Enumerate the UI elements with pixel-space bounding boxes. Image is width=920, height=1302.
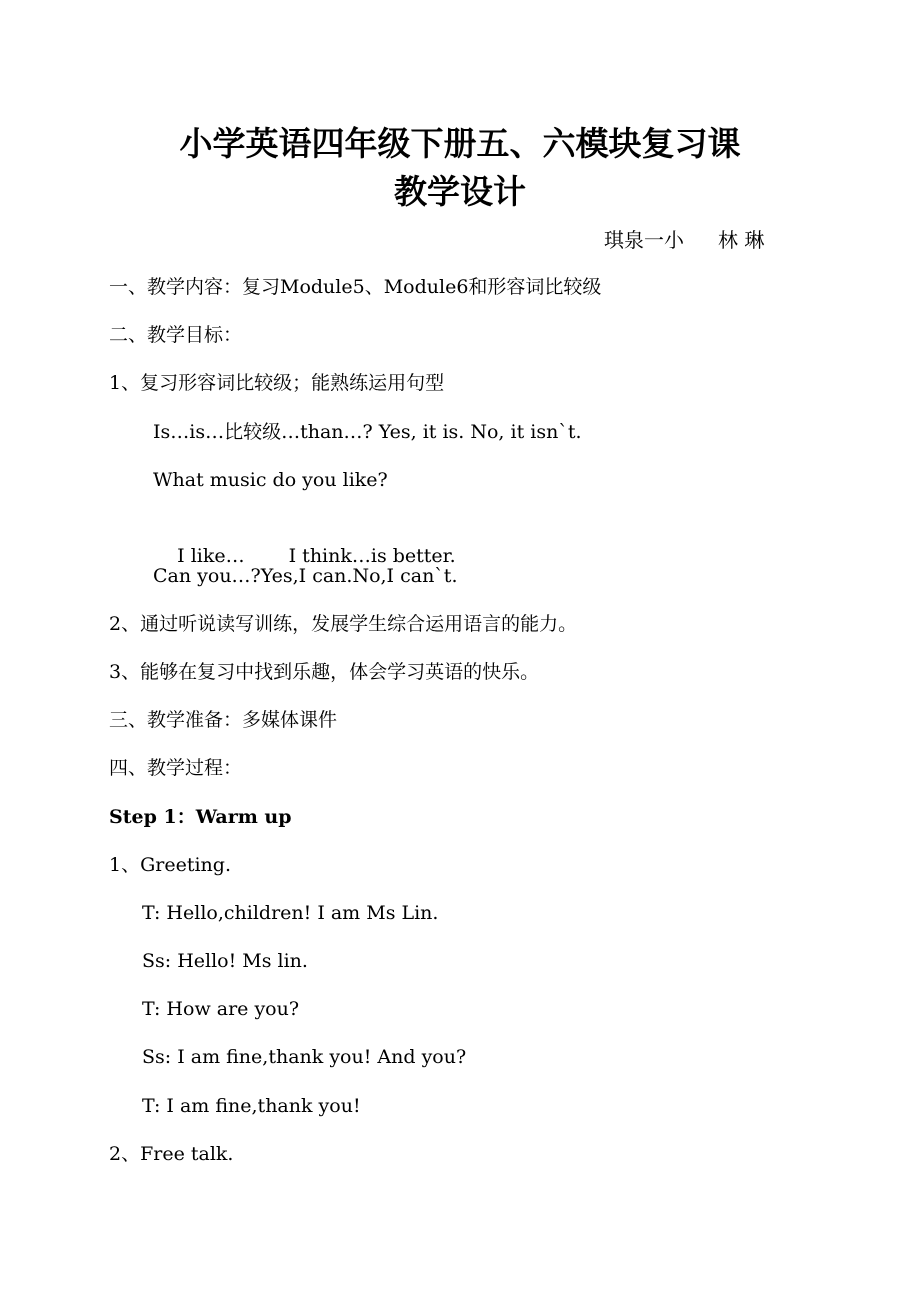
author-name: 林 琳 [718,228,765,252]
objective-1: 1、复习形容词比较级；能熟练运用句型 [109,372,445,394]
dialogue-line: T: How are you? [142,998,300,1020]
free-talk-heading: 2、Free talk. [109,1143,234,1165]
dialogue-line: Ss: Hello! Ms lin. [142,950,308,972]
author-line [604,226,764,254]
step-1-heading: Step 1：Warm up [109,806,292,828]
sentence-pattern-1: Is…is…比较级…than…? Yes, it is. No, it isn`t. [153,421,582,443]
author-school: 琪泉一小 [604,228,684,252]
dialogue-line: T: Hello,children! I am Ms Lin. [142,902,439,924]
document-title: 小学英语四年级下册五、六模块复习课 [179,124,741,163]
sentence-pattern-4: Can you…?Yes,I can.No,I can`t. [153,565,458,587]
teaching-objectives-heading: 二、教学目标： [109,324,243,346]
teaching-content: 一、教学内容：复习Module5、Module6和形容词比较级 [109,276,602,298]
greeting-heading: 1、Greeting. [109,854,231,876]
objective-3: 3、能够在复习中找到乐趣，体会学习英语的快乐。 [109,661,540,683]
sentence-pattern-3a: I like… [177,545,245,567]
dialogue-line: Ss: I am fine,thank you! And you? [142,1046,467,1068]
teaching-preparation: 三、教学准备：多媒体课件 [109,709,338,731]
sentence-pattern-3b: I think…is better. [288,545,456,567]
teaching-process-heading: 四、教学过程： [109,757,243,779]
dialogue-line: T: I am fine,thank you! [142,1095,361,1117]
objective-2: 2、通过听说读写训练，发展学生综合运用语言的能力。 [109,613,578,635]
sentence-pattern-2: What music do you like? [153,469,388,491]
document-subtitle: 教学设计 [394,172,526,211]
